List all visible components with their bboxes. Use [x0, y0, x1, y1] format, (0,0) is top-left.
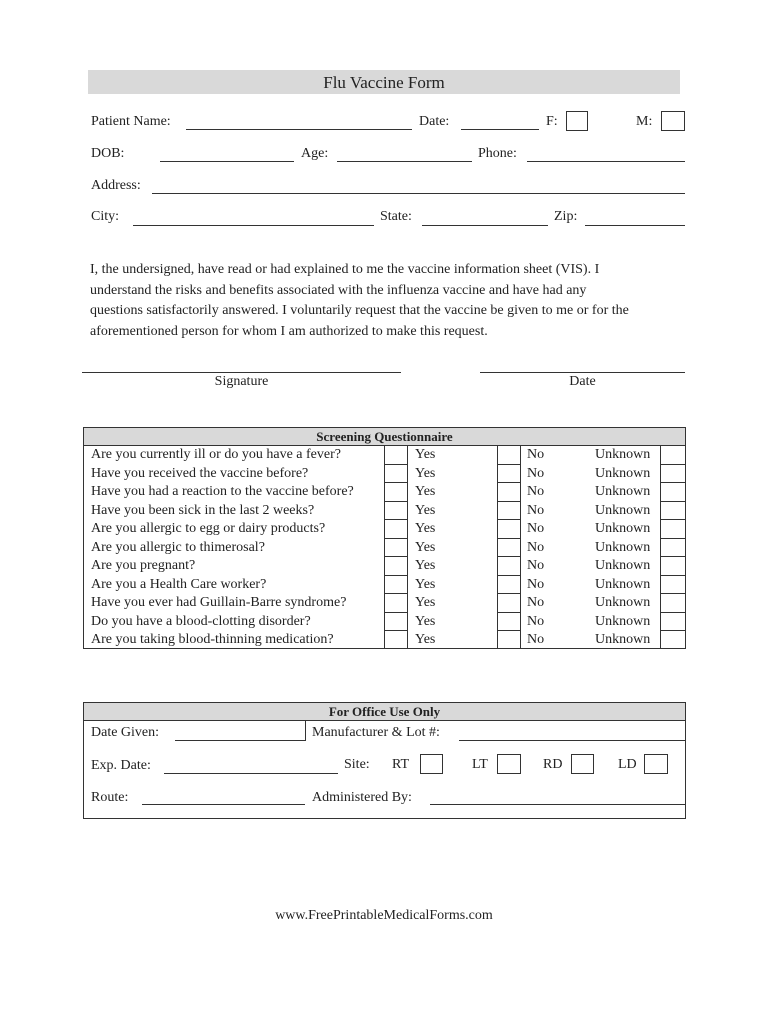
no-checkbox[interactable]: [498, 594, 520, 612]
no-label: No: [527, 632, 545, 647]
column-divider: [660, 446, 661, 649]
question-text: Have you received the vaccine before?: [91, 465, 309, 481]
yes-checkbox[interactable]: [385, 613, 407, 631]
unknown-checkbox[interactable]: [661, 465, 685, 483]
zip-label: Zip:: [554, 209, 578, 224]
question-text: Are you pregnant?: [91, 558, 196, 573]
manufacturer-label: Manufacturer & Lot #:: [312, 725, 440, 740]
unknown-checkbox[interactable]: [661, 502, 685, 520]
yes-label: Yes: [415, 558, 436, 573]
yes-checkbox[interactable]: [385, 465, 407, 483]
no-label: No: [527, 465, 545, 481]
route-label: Route:: [91, 790, 129, 805]
yes-label: Yes: [415, 484, 436, 499]
question-text: Have you had a reaction to the vaccine before?: [91, 484, 354, 499]
question-text: Are you allergic to egg or dairy products?: [91, 521, 326, 536]
signature-field[interactable]: [82, 372, 401, 373]
site-ld-label: LD: [618, 757, 637, 772]
city-field[interactable]: [133, 225, 374, 226]
office-title: For Office Use Only: [328, 704, 441, 719]
yes-label: Yes: [415, 613, 436, 629]
city-label: City:: [91, 209, 120, 224]
site-rd-label: RD: [543, 757, 563, 772]
unknown-label: Unknown: [595, 521, 651, 536]
yes-label: Yes: [415, 502, 436, 518]
no-checkbox[interactable]: [498, 446, 520, 464]
question-text: Have you ever had Guillain-Barre syndrome?: [91, 595, 347, 610]
address-field[interactable]: [152, 193, 685, 194]
office-use-table: [83, 702, 686, 819]
unknown-label: Unknown: [595, 613, 651, 629]
unknown-checkbox[interactable]: [661, 576, 685, 594]
phone-field[interactable]: [527, 161, 685, 162]
yes-label: Yes: [415, 521, 436, 536]
consent-paragraph: [90, 260, 690, 342]
unknown-label: Unknown: [595, 502, 651, 518]
no-label: No: [527, 613, 545, 629]
administered-by-label: Administered By:: [312, 790, 412, 805]
yes-checkbox[interactable]: [385, 483, 407, 501]
yes-checkbox[interactable]: [385, 631, 407, 649]
date-given-label: Date Given:: [91, 725, 160, 740]
female-checkbox[interactable]: [566, 111, 588, 131]
no-checkbox[interactable]: [498, 502, 520, 520]
no-label: No: [527, 576, 545, 592]
column-divider: [407, 446, 408, 649]
no-checkbox[interactable]: [498, 576, 520, 594]
site-ld-checkbox[interactable]: [644, 754, 668, 774]
no-checkbox[interactable]: [498, 520, 520, 538]
yes-label: Yes: [415, 539, 436, 555]
no-label: No: [527, 539, 545, 555]
no-checkbox[interactable]: [498, 483, 520, 501]
state-field[interactable]: [422, 225, 548, 226]
office-header: [84, 703, 685, 721]
address-label: Address:: [91, 178, 141, 193]
yes-label: Yes: [415, 447, 436, 462]
age-field[interactable]: [337, 161, 472, 162]
no-label: No: [527, 595, 545, 610]
questionnaire-header: [84, 428, 685, 446]
screening-questionnaire-table: [83, 427, 686, 649]
yes-label: Yes: [415, 465, 436, 481]
yes-checkbox[interactable]: [385, 520, 407, 538]
yes-label: Yes: [415, 595, 436, 610]
column-divider: [384, 446, 385, 649]
unknown-checkbox[interactable]: [661, 539, 685, 557]
unknown-checkbox[interactable]: [661, 631, 685, 649]
male-checkbox[interactable]: [661, 111, 685, 131]
no-label: No: [527, 447, 545, 462]
question-text: Do you have a blood-clotting disorder?: [91, 613, 311, 629]
unknown-checkbox[interactable]: [661, 613, 685, 631]
unknown-label: Unknown: [595, 484, 651, 499]
form-title: Flu Vaccine Form: [323, 73, 445, 92]
exp-date-field[interactable]: [164, 773, 338, 774]
state-label: State:: [380, 209, 412, 224]
yes-checkbox[interactable]: [385, 576, 407, 594]
title-bar: [88, 70, 680, 94]
dob-field[interactable]: [160, 161, 294, 162]
no-checkbox[interactable]: [498, 465, 520, 483]
patient-name-label: Patient Name:: [91, 114, 171, 129]
site-lt-checkbox[interactable]: [497, 754, 521, 774]
male-label: M:: [636, 114, 653, 129]
question-text: Are you taking blood-thinning medication?: [91, 632, 334, 647]
consent-line: aforementioned person for whom I am authorized to make this request.: [90, 323, 488, 339]
phone-label: Phone:: [478, 146, 517, 161]
unknown-checkbox[interactable]: [661, 557, 685, 575]
age-label: Age:: [301, 146, 329, 161]
route-field[interactable]: [142, 804, 305, 805]
site-rt-checkbox[interactable]: [420, 754, 443, 774]
consent-line: questions satisfactorily answered. I voluntarily request that the vaccine be given to me or for the: [90, 303, 629, 318]
yes-label: Yes: [415, 632, 436, 647]
zip-field[interactable]: [585, 225, 685, 226]
questionnaire-title: Screening Questionnaire: [316, 429, 453, 444]
no-checkbox[interactable]: [498, 557, 520, 575]
no-checkbox[interactable]: [498, 631, 520, 649]
question-text: Have you been sick in the last 2 weeks?: [91, 502, 315, 518]
site-rt-label: RT: [392, 757, 410, 772]
consent-line: I, the undersigned, have read or had explained to me the vaccine information sheet (VIS). I: [90, 262, 600, 277]
yes-checkbox[interactable]: [385, 539, 407, 557]
question-text: Are you allergic to thimerosal?: [91, 539, 265, 555]
date-given-field[interactable]: [175, 740, 305, 741]
no-label: No: [527, 484, 545, 499]
date-label: Date:: [419, 114, 450, 129]
unknown-label: Unknown: [595, 465, 651, 481]
female-label: F:: [546, 114, 558, 129]
unknown-checkbox[interactable]: [661, 446, 685, 464]
dob-label: DOB:: [91, 146, 125, 161]
unknown-label: Unknown: [595, 595, 651, 610]
site-label: Site:: [344, 757, 370, 772]
site-rd-checkbox[interactable]: [571, 754, 594, 774]
yes-checkbox[interactable]: [385, 594, 407, 612]
yes-label: Yes: [415, 576, 436, 592]
signature-label: Signature: [214, 374, 269, 389]
signature-date-label: Date: [569, 374, 596, 389]
unknown-checkbox[interactable]: [661, 483, 685, 501]
yes-checkbox[interactable]: [385, 446, 407, 464]
column-divider: [520, 446, 521, 649]
administered-by-field[interactable]: [430, 804, 685, 805]
patient-name-field[interactable]: [186, 129, 412, 130]
yes-checkbox[interactable]: [385, 502, 407, 520]
no-label: No: [527, 502, 545, 518]
no-label: No: [527, 558, 545, 573]
signature-date-field[interactable]: [480, 372, 685, 373]
question-text: Are you a Health Care worker?: [91, 576, 267, 592]
question-text: Are you currently ill or do you have a fever?: [91, 447, 341, 462]
unknown-checkbox[interactable]: [661, 520, 685, 538]
footer-url: www.FreePrintableMedicalForms.com: [275, 908, 493, 923]
unknown-checkbox[interactable]: [661, 594, 685, 612]
exp-date-label: Exp. Date:: [91, 758, 151, 773]
no-label: No: [527, 521, 545, 536]
yes-checkbox[interactable]: [385, 557, 407, 575]
unknown-label: Unknown: [595, 539, 651, 555]
no-checkbox[interactable]: [498, 539, 520, 557]
unknown-label: Unknown: [595, 558, 651, 573]
unknown-label: Unknown: [595, 632, 651, 647]
manufacturer-field[interactable]: [459, 740, 685, 741]
field-divider: [305, 721, 306, 741]
date-field[interactable]: [461, 129, 539, 130]
site-lt-label: LT: [472, 757, 488, 772]
consent-line: understand the risks and benefits associated with the influenza vaccine and have had any: [90, 282, 587, 298]
column-divider: [497, 446, 498, 649]
unknown-label: Unknown: [595, 447, 651, 462]
no-checkbox[interactable]: [498, 613, 520, 631]
unknown-label: Unknown: [595, 576, 651, 592]
